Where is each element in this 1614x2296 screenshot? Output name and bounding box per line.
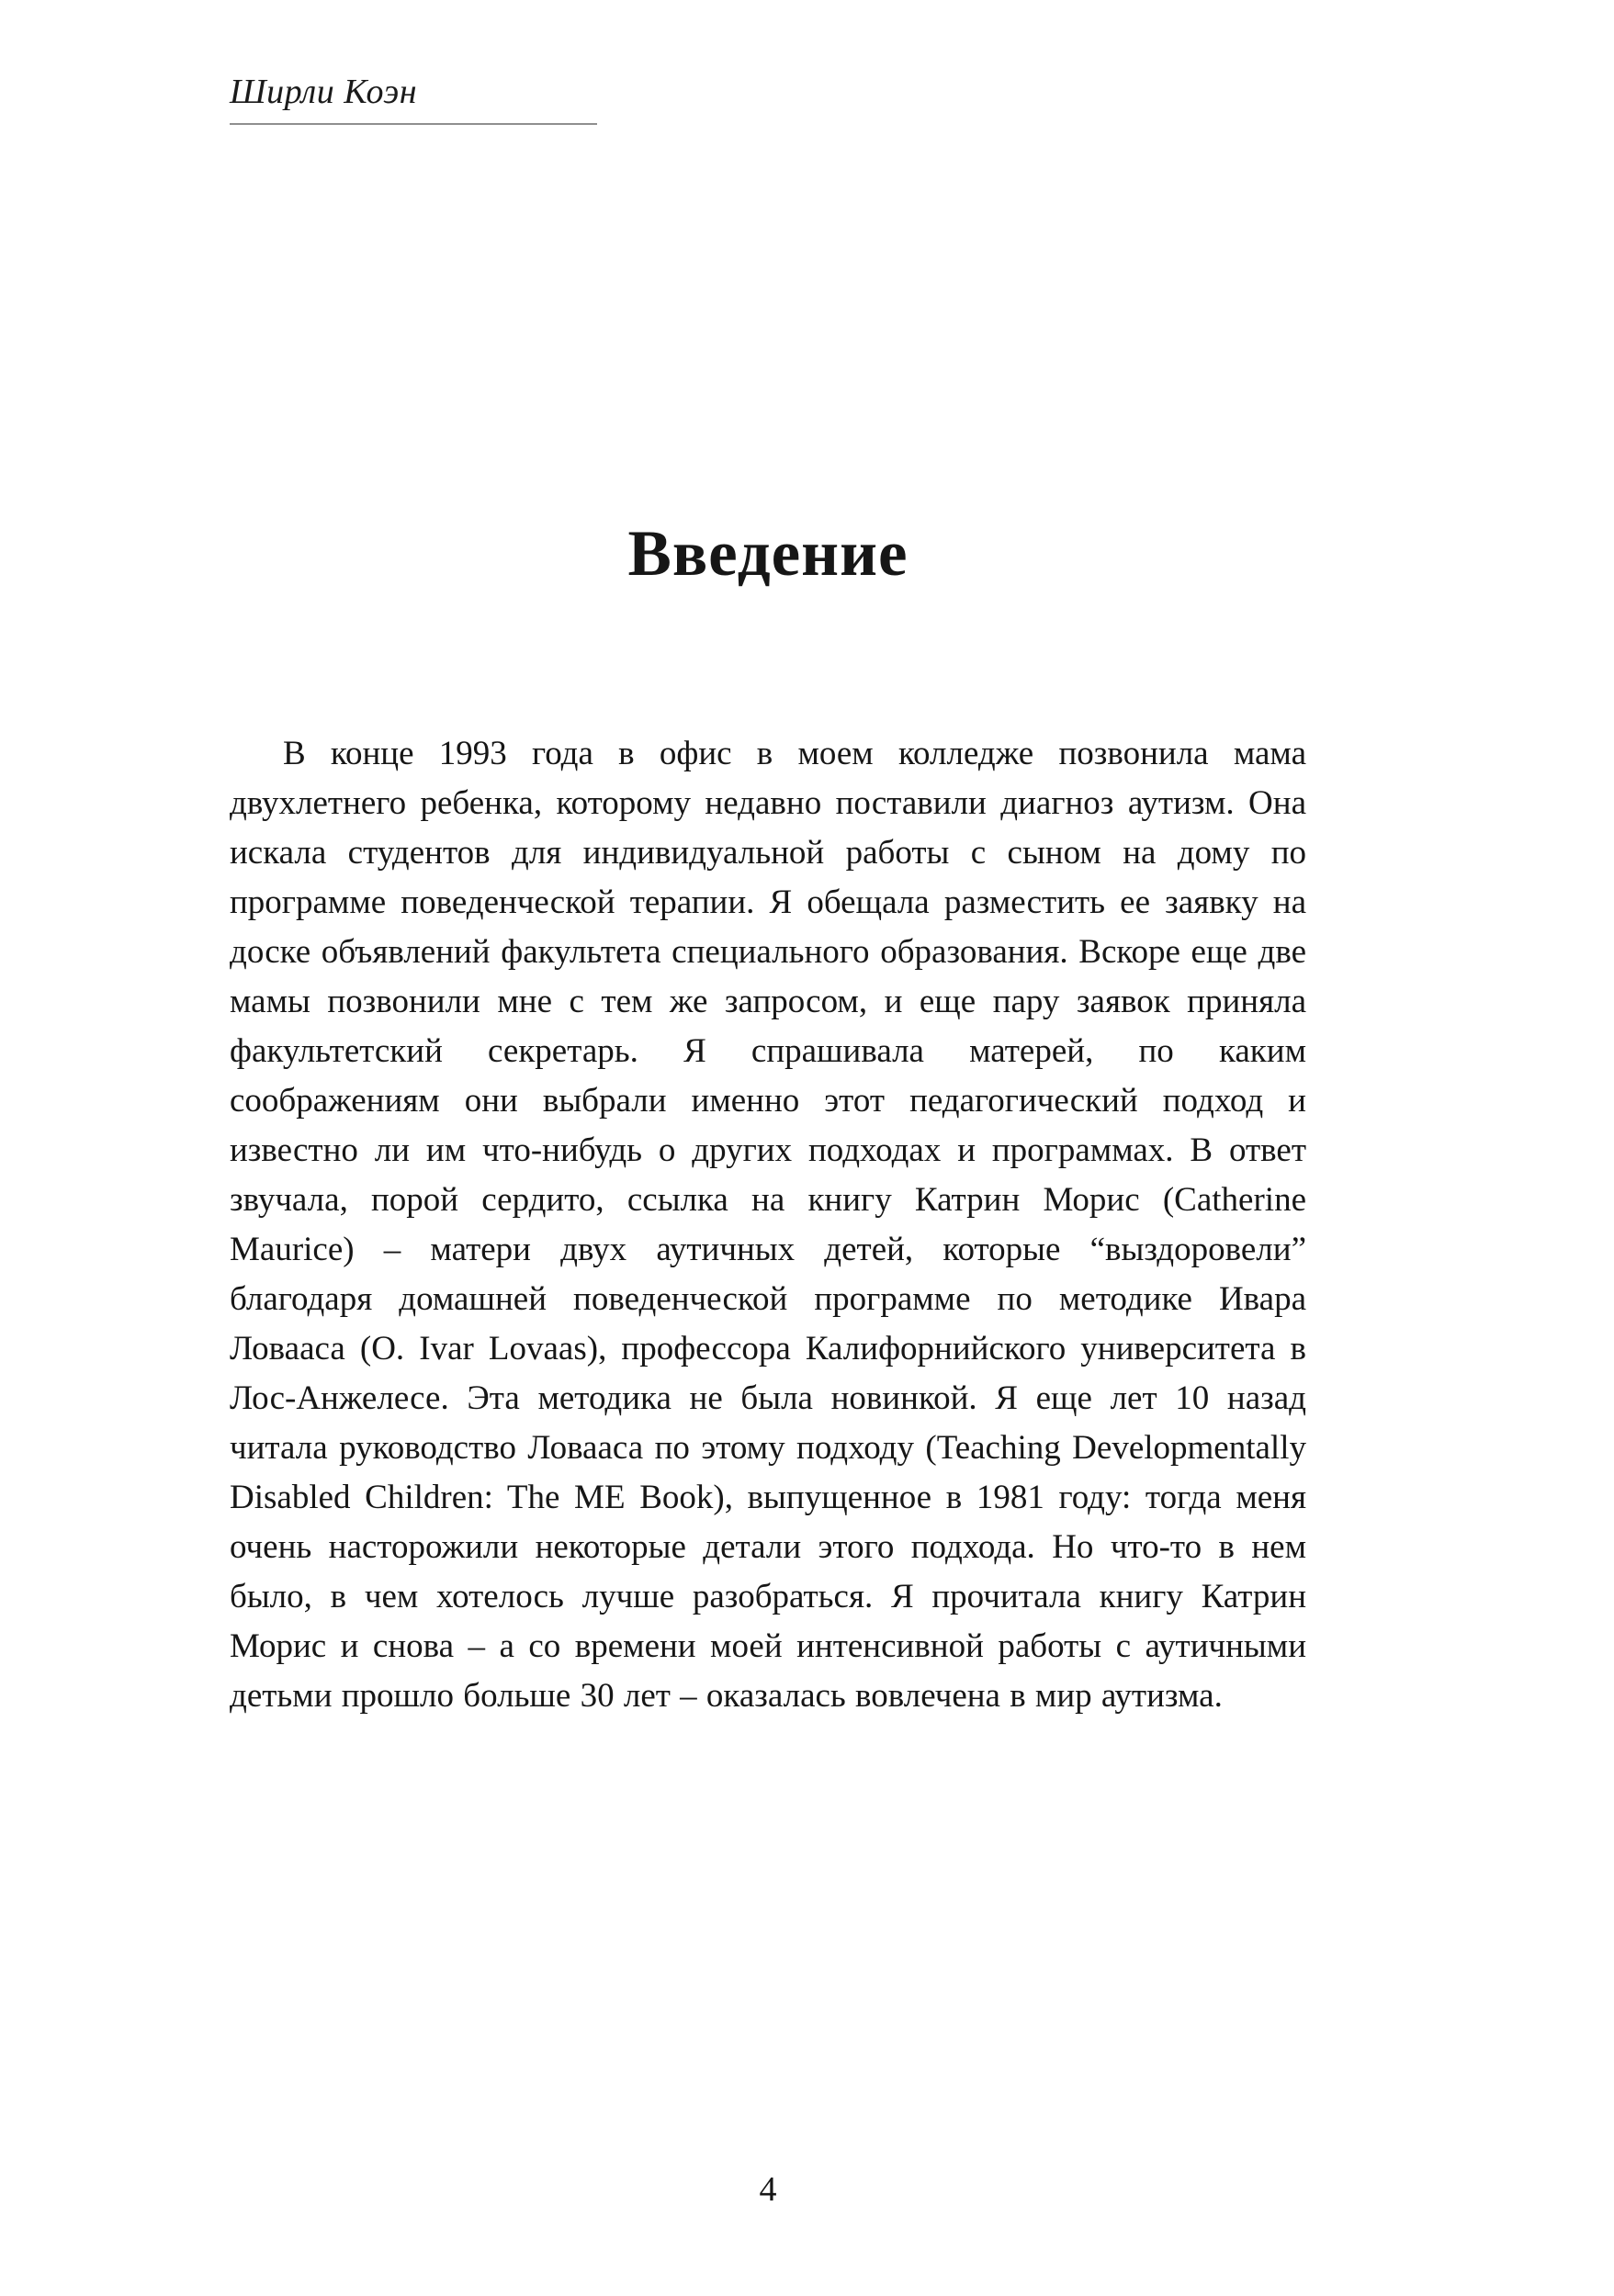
text-column (230, 0, 1306, 1721)
body-paragraph: В конце 1993 года в офис в моем колледже позвонила мама двухлетнего ребенка, которому недавно поставили диагноз аутизм. Она искала студентов для индивидуальной работы с сыном на дому по программе поведенческой терапии. Я обещала разместить ее заявку на доске объявлений факультета специального образования. Вскоре еще две мамы позвонили мне с тем же запросом, и еще пару заявок приняла факультетский секретарь. Я спрашивала матерей, по каким соображениям они выбрали именно этот педагогический подход и известно ли им что-нибудь о других подходах и программах. В ответ звучала, порой сердито, ссылка на книгу Катрин Морис (Catherine Maurice) – матери двух аутичных детей, которые “выздоровели” благодаря домашней поведенческой программе по методике Ивара Ловааса (O. Ivar Lovaas), профессора Калифорнийского университета в Лос-Анжелесе. Эта методика не была новинкой. Я еще лет 10 назад читала руководство Ловааса по этому подходу (Teaching Developmentally Disabled Children: The ME Book), выпущенное в 1981 году: тогда меня очень насторожили некоторые детали этого подхода. Но что-то в нем было, в чем хотелось лучше разобраться. Я прочитала книгу Катрин Морис и снова – а со времени моей интенсивной работы с аутичными детьми прошло больше 30 лет – оказалась вовлечена в мир аутизма. (230, 735, 1306, 1716)
chapter-title: Введение (627, 518, 909, 590)
running-header-rule (230, 72, 597, 125)
page-number: 4 (759, 2170, 777, 2209)
running-header: Ширли Коэн (230, 73, 418, 111)
